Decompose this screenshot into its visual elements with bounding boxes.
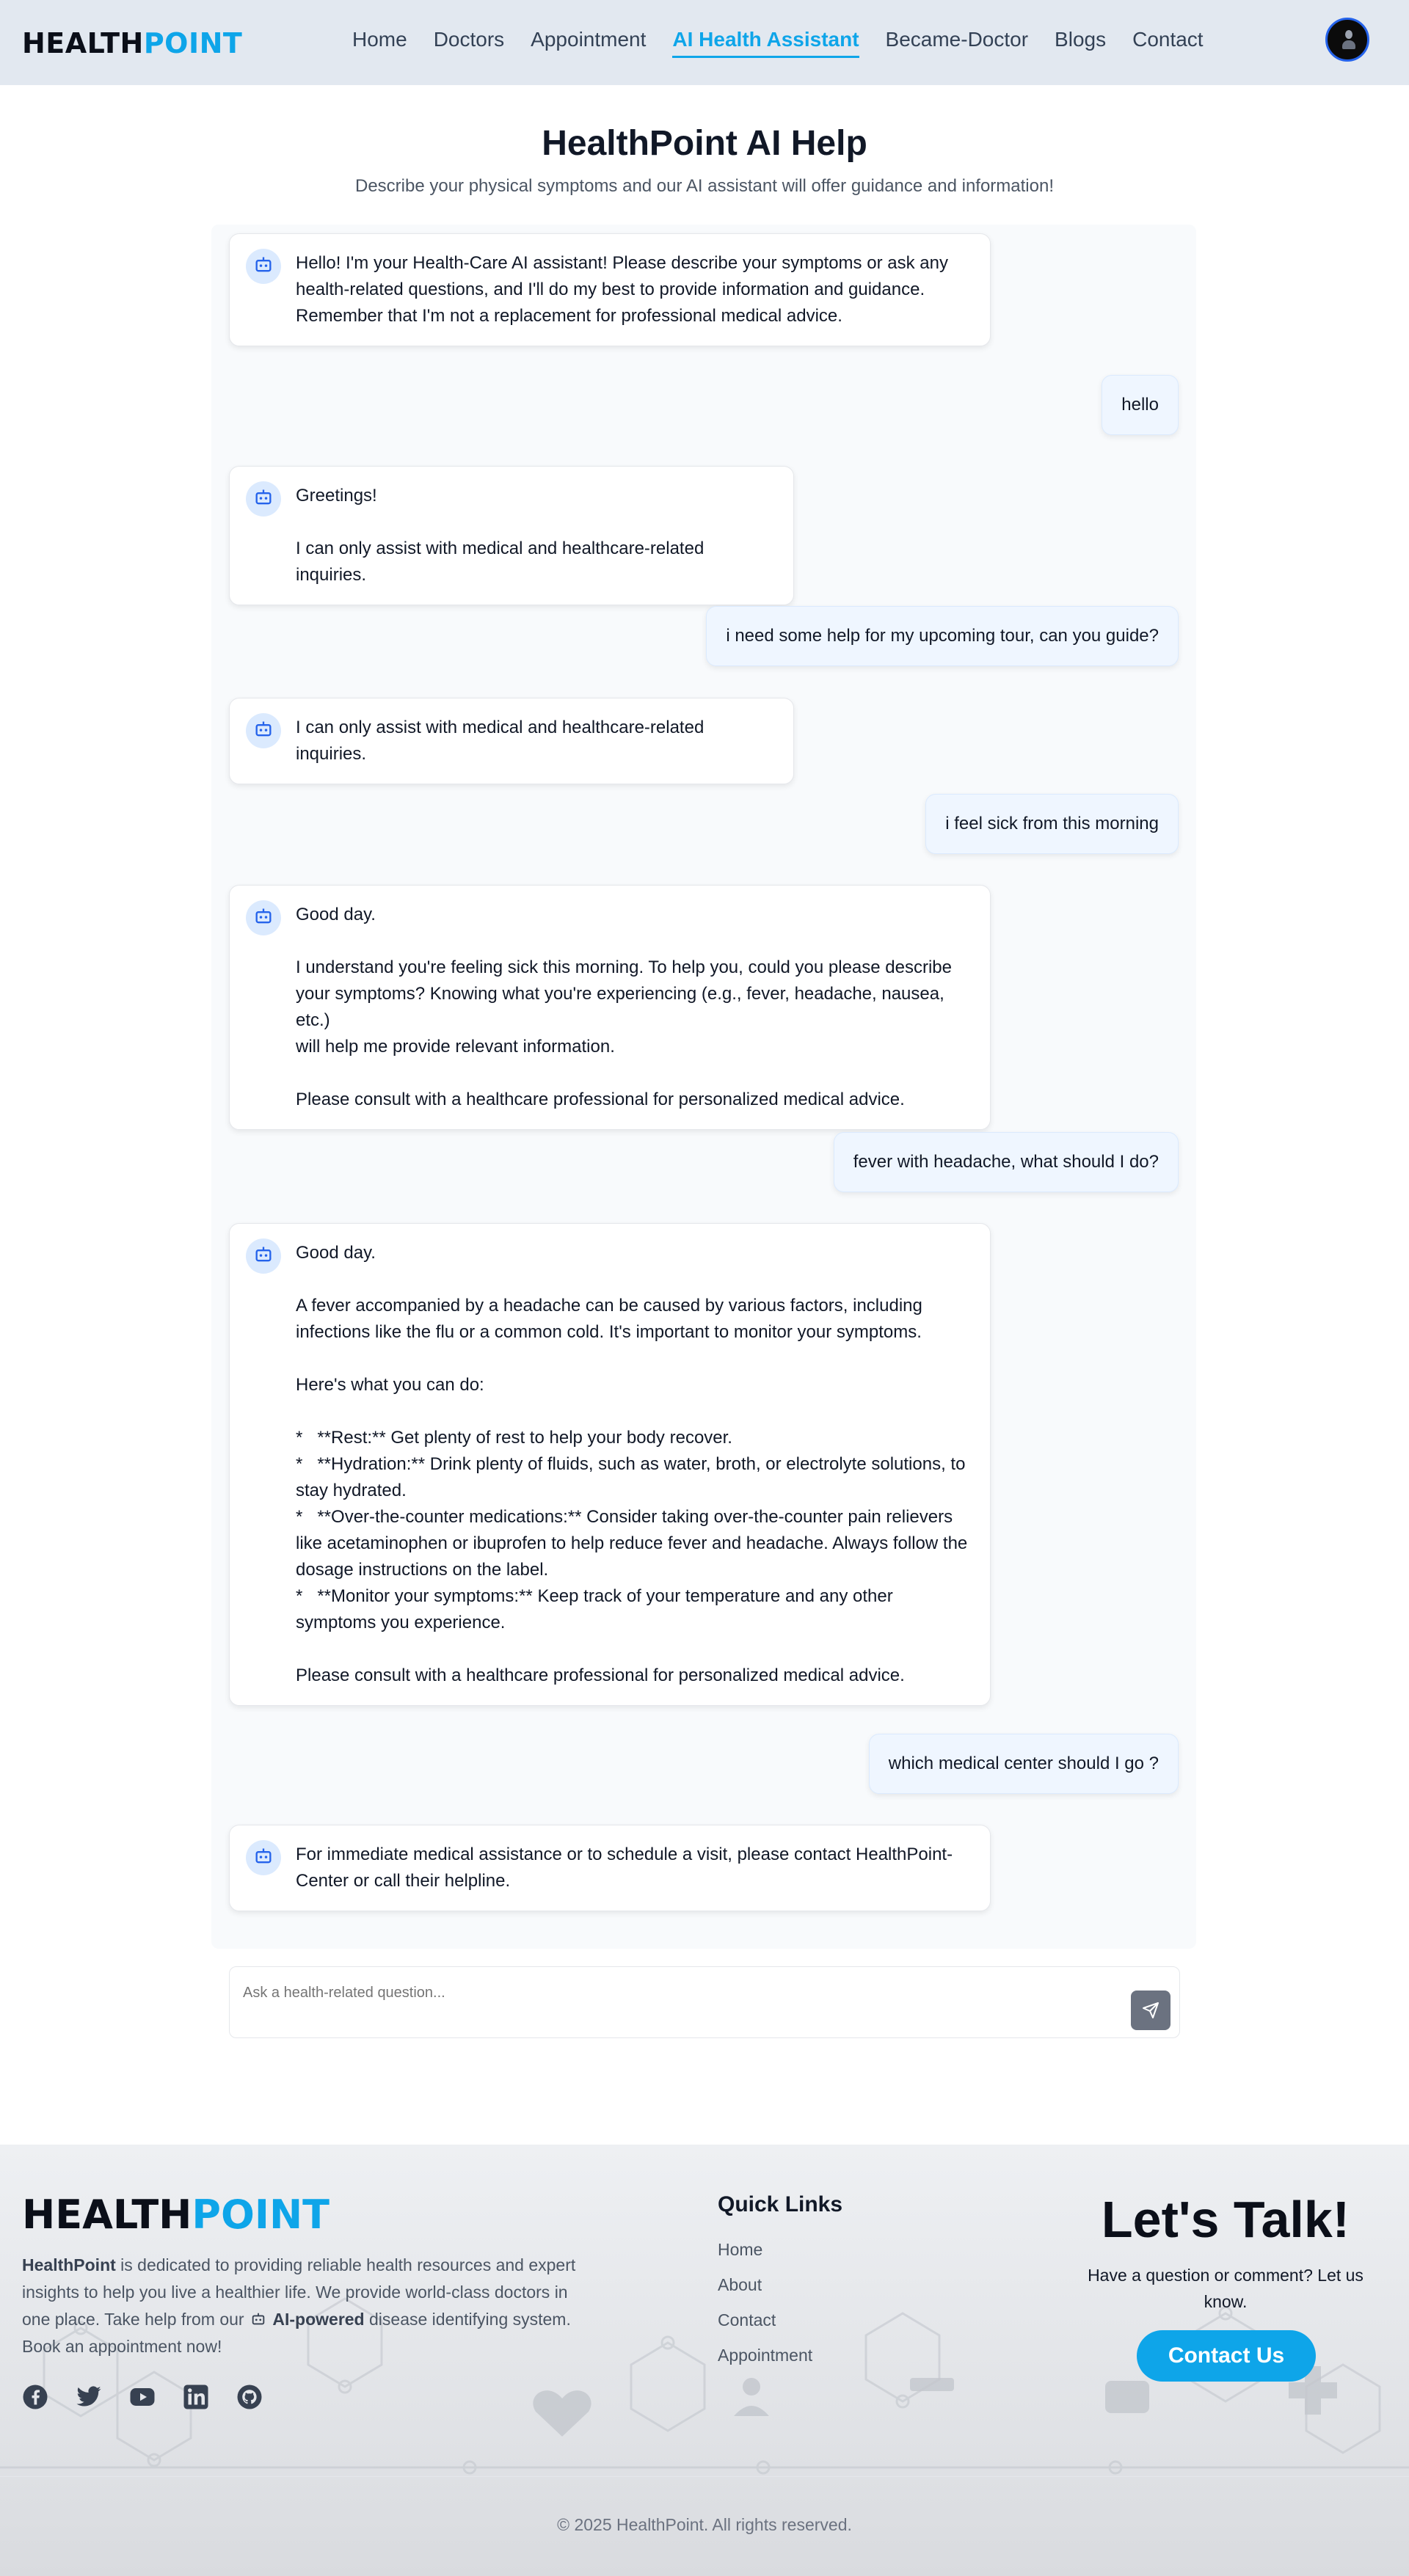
robot-icon [249,2310,268,2329]
message-text: which medical center should I go ? [888,1754,1159,1773]
linkedin-icon[interactable] [183,2384,209,2410]
facebook-icon[interactable] [22,2384,48,2410]
copyright-text: © 2025 HealthPoint. All rights reserved. [557,2515,852,2534]
footer-logo-part-health: HEALTH [22,2192,192,2238]
footer-link-contact[interactable]: Contact [718,2310,776,2329]
robot-icon [246,1238,281,1274]
contact-us-button[interactable]: Contact Us [1137,2330,1316,2382]
nav-ai-health-assistant[interactable]: AI Health Assistant [672,28,859,58]
footer-desc-text: is dedicated to providing reliable health resources and expert insights to help you live a healthier life. We provide world-class doctors in one place. Take help from our [22,2255,576,2329]
nav-home[interactable]: Home [352,28,407,51]
footer-ai-powered: AI-powered [272,2310,365,2329]
robot-icon [246,900,281,935]
footer-link-appointment[interactable]: Appointment [718,2346,813,2365]
quick-links-title: Quick Links [718,2192,843,2216]
user-avatar[interactable] [1325,18,1369,62]
message-text: Good day. I understand you're feeling sick this morning. To help you, could you please describe your symptoms? Knowing what you're experiencing (e.g., fever, headache, nausea, etc.) will help me provide relevant information. Please consult with a healthcare professional for personalized medical advice. [296,905,952,1109]
page-title: HealthPoint AI Help [542,124,867,163]
robot-icon [246,249,281,284]
footer-brand-name: HealthPoint [22,2255,116,2274]
user-message [706,606,1179,666]
bot-message [229,885,991,1130]
footer-desc-text: disease identifying system. Book an appointment now! [22,2310,571,2356]
footer-description [22,2252,580,2360]
chat-composer [229,1966,1180,2038]
site-logo[interactable] [22,27,242,59]
quick-links [718,2239,812,2366]
page-subtitle: Describe your physical symptoms and our AI assistant will offer guidance and information! [354,176,1055,196]
footer-link-home[interactable]: Home [718,2240,763,2259]
robot-icon [246,1840,281,1875]
message-text: i feel sick from this morning [945,814,1159,833]
avatar-body-shape [1342,40,1355,49]
robot-icon [246,481,281,517]
logo-part-point: POINT [143,27,243,59]
logo-part-health: HEALTH [22,27,144,59]
site-footer [0,2145,1409,2576]
user-message [869,1734,1179,1794]
bot-message [229,698,794,784]
main-nav [352,28,1204,58]
nav-doctors[interactable]: Doctors [433,28,505,51]
avatar-head-shape [1345,30,1352,39]
message-text: Greetings! I can only assist with medical and healthcare-related inquiries. [296,486,704,585]
bot-message [229,1825,991,1911]
robot-icon [246,713,281,748]
footer-logo-part-point: POINT [192,2192,330,2238]
message-text: hello [1121,395,1159,415]
message-text: For immediate medical assistance or to schedule a visit, please contact HealthPoint- Center or call their helpline. [296,1845,953,1891]
user-message [925,794,1179,854]
bot-message [229,1223,991,1706]
footer-link-about[interactable]: About [718,2275,762,2294]
send-button[interactable] [1131,1991,1170,2030]
user-message [834,1132,1179,1192]
lets-talk-subtitle: Have a question or comment? Let us know. [1088,2266,1364,2311]
twitter-icon[interactable] [76,2384,102,2410]
question-input[interactable] [243,1980,1109,2005]
github-icon[interactable] [236,2384,263,2410]
send-icon [1142,2002,1159,2019]
bot-message [229,466,794,605]
nav-contact[interactable]: Contact [1132,28,1204,51]
message-text: I can only assist with medical and healthcare-related inquiries. [296,718,709,764]
nav-blogs[interactable]: Blogs [1055,28,1107,51]
chat-window[interactable] [211,225,1196,1949]
lets-talk-heading: Let's Talk! [1101,2191,1350,2248]
footer-divider [0,2476,1409,2477]
navbar [0,0,1409,85]
user-message [1102,375,1179,435]
social-links [22,2384,263,2410]
bot-message [229,233,991,346]
message-text: Good day. A fever accompanied by a headache can be caused by various factors, including infections like the flu or a common cold. It's important to monitor your symptoms. Here's what you can do: * **Rest:** Get plenty of rest to help your body recover. * **Hydration:** Drink plenty of fluids, such as water, broth, or electrolyte solutions, to stay hydrated. * **Over-the-counter medications:** Consider taking over-the-counter pain relievers like acetaminophen or ibuprofen to help reduce fever and headache. Always follow the dosage instructions on the label. * **Monitor your symptoms:** Keep track of your temperature and any other symptoms you experience. Please consult with a healthcare professional for personalized medical advice. [296,1243,968,1685]
youtube-icon[interactable] [129,2384,156,2410]
message-text: fever with headache, what should I do? [853,1152,1159,1172]
nav-became-doctor[interactable]: Became-Doctor [885,28,1029,51]
message-text: Hello! I'm your Health-Care AI assistant! Please describe your symptoms or ask any health-related questions, and I'll do my best to provide information and guidance. Remember that I'm not a replacement for professional medical advice. [296,253,948,326]
footer-logo[interactable] [22,2192,330,2238]
nav-appointment[interactable]: Appointment [531,28,647,51]
message-text: i need some help for my upcoming tour, can you guide? [726,626,1159,646]
